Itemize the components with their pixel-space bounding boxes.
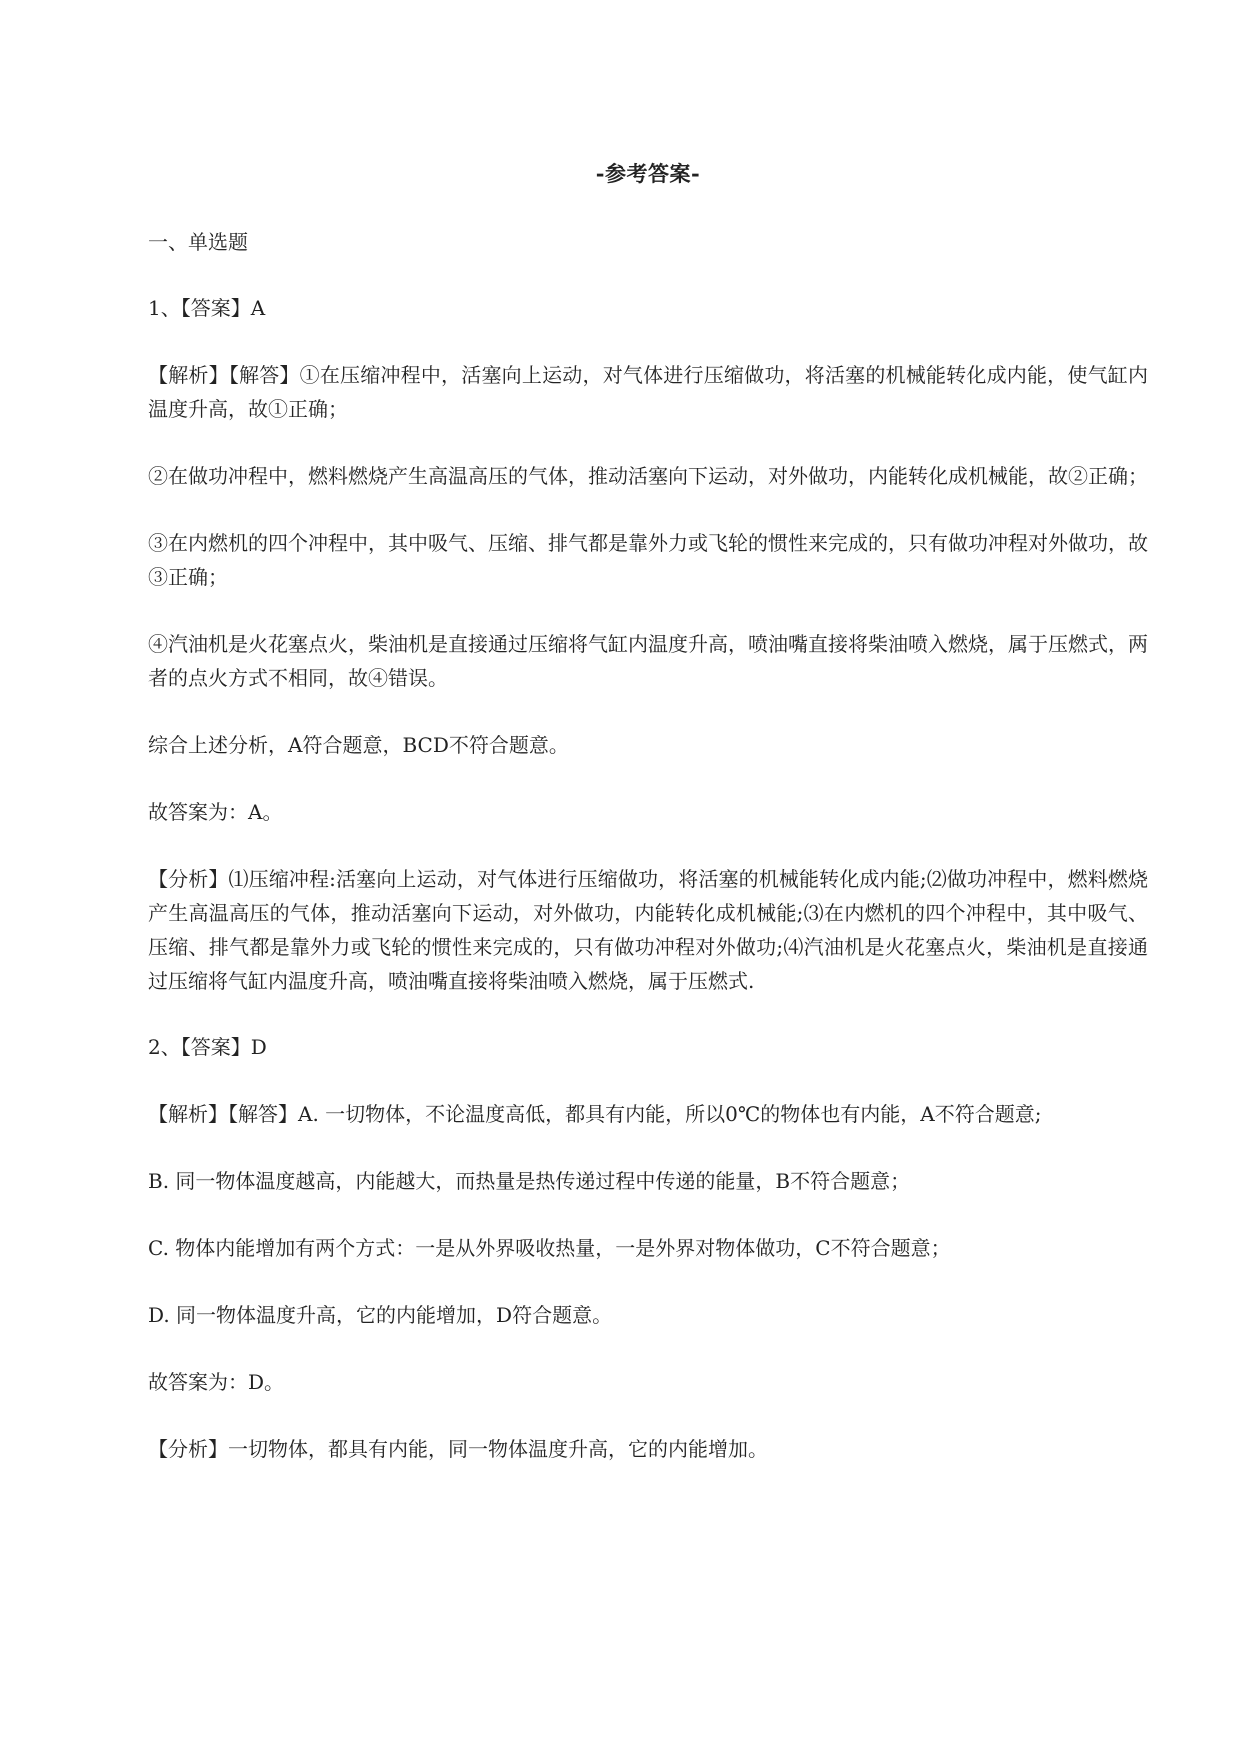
analysis-paragraph: 【分析】一切物体，都具有内能，同一物体温度升高，它的内能增加。 <box>148 1437 768 1461</box>
question-1 <box>148 292 1148 998</box>
answer-document <box>148 158 1148 1499</box>
explanation-paragraph: D. 同一物体温度升高，它的内能增加，D符合题意。 <box>148 1303 613 1327</box>
answer-line: 1、【答案】A <box>148 296 266 320</box>
explanation-paragraph: C. 物体内能增加有两个方式：一是从外界吸收热量，一是外界对物体做功，C不符合题意； <box>148 1236 951 1260</box>
explanation-paragraph: ②在做功冲程中，燃料燃烧产生高温高压的气体，推动活塞向下运动，对外做功，内能转化成机械能，故②正确； <box>148 464 1148 488</box>
final-answer: 故答案为：A。 <box>148 800 283 824</box>
explanation-paragraph: 【解析】【解答】①在压缩冲程中，活塞向上运动，对气体进行压缩做功，将活塞的机械能转化成内能，使气缸内温度升高，故①正确； <box>148 363 1148 421</box>
explanation-paragraph: ④汽油机是火花塞点火，柴油机是直接通过压缩将气缸内温度升高，喷油嘴直接将柴油喷入燃烧，属于压燃式，两者的点火方式不相同，故④错误。 <box>148 632 1148 690</box>
explanation-paragraph: B. 同一物体温度越高，内能越大，而热量是热传递过程中传递的能量，B不符合题意； <box>148 1169 911 1193</box>
explanation-paragraph: 【解析】【解答】A. 一切物体，不论温度高低，都具有内能，所以0℃的物体也有内能，A不符合题意; <box>148 1102 1042 1126</box>
analysis-paragraph: 【分析】⑴压缩冲程:活塞向上运动，对气体进行压缩做功，将活塞的机械能转化成内能;⑵做功冲程中，燃料燃烧产生高温高压的气体，推动活塞向下运动，对外做功，内能转化成机械能;⑶在内燃机的四个冲程中，其中吸气、压缩、排气都是靠外力或飞轮的惯性来完成的，只有做功冲程对外做功;⑷汽油机是火花塞点火，柴油机是直接通过压缩将气缸内温度升高，喷油嘴直接将柴油喷入燃烧，属于压燃式. <box>148 867 1148 993</box>
question-2 <box>148 1031 1148 1466</box>
final-answer: 故答案为：D。 <box>148 1370 285 1394</box>
explanation-paragraph: ③在内燃机的四个冲程中，其中吸气、压缩、排气都是靠外力或飞轮的惯性来完成的，只有做功冲程对外做功，故③正确； <box>148 531 1148 589</box>
section-heading: 一、单选题 <box>148 230 248 254</box>
page-title: -参考答案- <box>595 161 701 186</box>
answer-line: 2、【答案】D <box>148 1035 267 1059</box>
summary-paragraph: 综合上述分析，A符合题意，BCD不符合题意。 <box>148 733 569 757</box>
